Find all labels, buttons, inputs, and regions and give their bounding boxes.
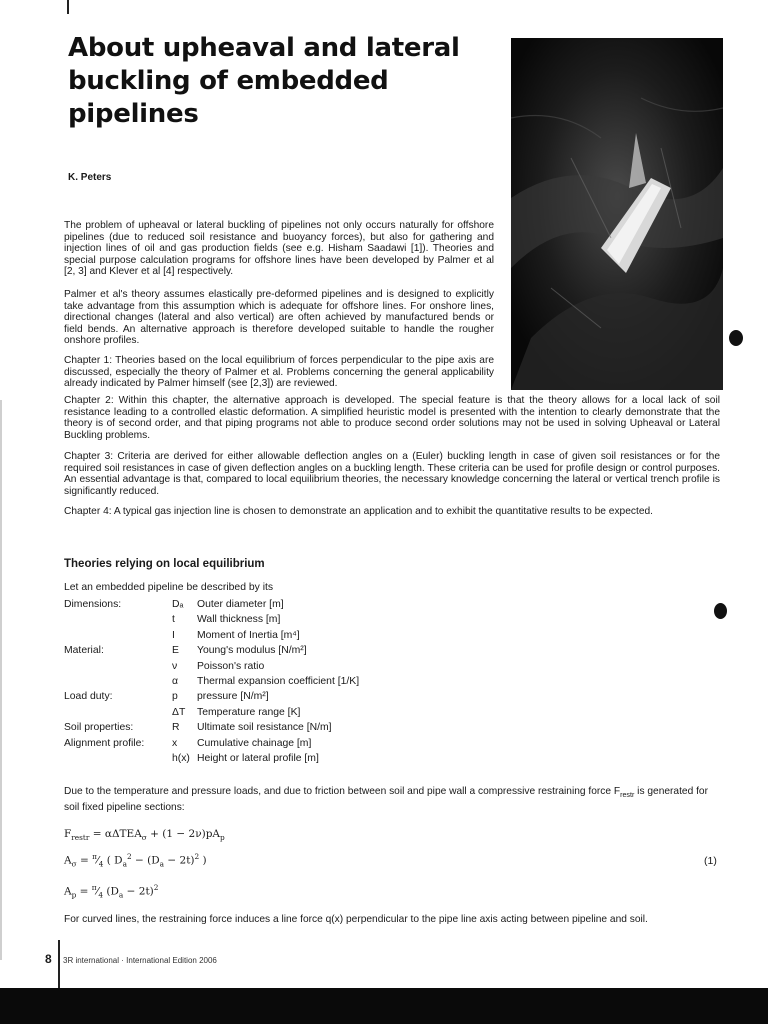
binder-hole-mark — [729, 330, 743, 346]
section-heading: Theories relying on local equilibrium — [64, 558, 265, 570]
pipeline-photo-illustration — [511, 38, 723, 390]
scan-edge — [0, 400, 2, 960]
chapter-4-paragraph: Chapter 4: A typical gas injection line is chosen to demonstrate an application and to exhibit the quantitative results to be expected. — [64, 506, 653, 517]
top-crop-mark — [67, 0, 69, 14]
intro-paragraph: The problem of upheaval or lateral buckling of pipelines not only occurs naturally for offshore pipelines (due to reduced soil resistance and buoyancy forces), but also for gathering and injection lines of oil and gas production fields (see e.g. Hisham Saadawi [1]). Theories and special purpose calculation programs for offshore lines have been developed by Palmer et al [2, 3] and Klever et al [4] respectively. — [64, 220, 494, 278]
publication-footer: 3R international · International Edition 2006 — [63, 956, 217, 965]
equation-number: (1) — [704, 855, 717, 867]
method-paragraph: Palmer et al's theory assumes elastically pre-deformed pipelines and is designed to explicitly take advantage from this assumption which is adequate for offshore lines. For onshore lines, directional changes (lateral and also vertical) are often achieved by manufactured bends or field bends. An alternative approach is therefore developed suitable to handle the rougher onshore profiles. — [64, 289, 494, 347]
chapter-2-paragraph: Chapter 2: Within this chapter, the alternative approach is developed. The special feature is that the theory allows for a local lack of soil resistance leading to a controlled elastic deformation. A simplified heuristic model is presented with the intention to clearly demonstrate that the theory is of second order, and that piping programs not able to produce second order solutions may not be used in solving Upheaval or Lateral Buckling problems. — [64, 395, 720, 441]
article-photo — [511, 38, 723, 390]
chapter-3-paragraph: Chapter 3: Criteria are derived for either allowable deflection angles on a (Euler) buckling length in case of given soil resistances or for the required soil resistances in case of given deflection angles on a buckling length. These criteria can be used for profile design or control purposes. An essential advantage is that, compared to local equilibrium theories, the necessary knowledge concerning the lateral or vertical trench profile is significantly reduced. — [64, 451, 720, 497]
curved-lines-text: For curved lines, the restraining force induces a line force q(x) perpendicular to the pipe line axis acting between pipeline and soil. — [64, 914, 648, 925]
scan-bottom-band — [0, 988, 768, 1024]
binder-hole-mark — [714, 603, 727, 619]
equation-restraining-force: $F_{restr} = \alpha\Delta TEA_\sigma + (1 - 2\nu)pA_p$ — [64, 828, 225, 843]
chapter-1-paragraph: Chapter 1: Theories based on the local equilibrium of forces perpendicular to the pipe axis are discussed, especially the theory of Palmer et al. Problems concerning the general applicability already indicated by Palmer himself (see [2,3]) are reviewed. — [64, 355, 494, 390]
restraining-force-text: Due to the temperature and pressure loads, and due to friction between soil and pipe wall a compressive restraining force $F_{restr}$ is generated for soil fixed pipeline sections: — [64, 786, 708, 813]
article-author: K. Peters — [68, 172, 112, 183]
page-number: 8 — [45, 952, 52, 966]
equation-steel-area: $A_\sigma$ = $^\pi⁄_4$ ( $D_a^2 - (D_a - 2t)^2$ ) — [64, 852, 207, 869]
variables-intro: Let an embedded pipeline be described by its — [64, 582, 274, 593]
footer-divider — [58, 940, 60, 990]
article-title: About upheaval and lateral buckling of embedded pipelines — [68, 33, 460, 129]
equation-pressure-area: $A_p$ = $^\pi⁄_4$ $(D_a - 2t)^2$ — [64, 883, 159, 900]
